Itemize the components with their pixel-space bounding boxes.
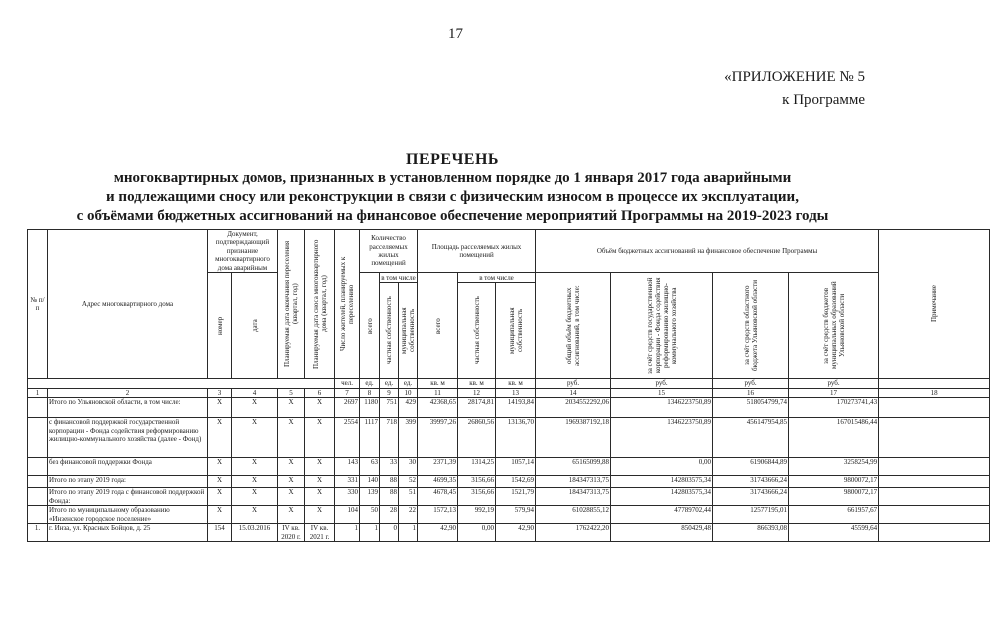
header-planned-demolition-text: Планируемая дата сноса многоквартирного дома (квартал, год) [311, 239, 328, 369]
table-cell: 154 [208, 524, 232, 542]
units-row [28, 379, 990, 389]
table-cell: 3156,66 [458, 476, 496, 488]
table-cell: 0 [380, 524, 399, 542]
table-cell: 992,19 [458, 506, 496, 524]
header-count-including: в том числе [381, 273, 416, 282]
table-cell: 140 [360, 476, 380, 488]
table-cell: 45599,64 [789, 524, 879, 542]
column-number-row [28, 389, 990, 398]
table-cell: 42,90 [496, 524, 536, 542]
table-cell: 65165099,88 [536, 458, 611, 476]
table-cell: X [278, 398, 305, 418]
table-row [28, 524, 990, 542]
table-cell [28, 458, 48, 476]
header-doc-number [208, 273, 232, 379]
table-cell: 184347313,75 [536, 476, 611, 488]
unit-cell: ед. [380, 379, 399, 389]
column-number: 5 [278, 389, 305, 398]
unit-cell: чел. [335, 379, 360, 389]
table-cell: X [232, 476, 278, 488]
table-row [28, 476, 990, 488]
header-area-total [418, 273, 458, 379]
table-cell: X [305, 398, 335, 418]
table-cell [879, 398, 990, 418]
column-number: 3 [208, 389, 232, 398]
table-cell: Итого по муниципальному образованию «Инзенское городское поселение» [48, 506, 208, 524]
column-number: 9 [380, 389, 399, 398]
header-planned-end-text: Планируемая дата окончания переселения (квартал, год) [283, 240, 300, 368]
unit-cell: кв. м [496, 379, 536, 389]
table-cell: X [232, 488, 278, 506]
column-number: 6 [305, 389, 335, 398]
table-cell: 1180 [360, 398, 380, 418]
table-cell: 88 [380, 476, 399, 488]
table-cell: X [208, 488, 232, 506]
header-count-private-text: частная собственность [385, 296, 394, 365]
table-body [28, 398, 990, 542]
table-cell: 63 [360, 458, 380, 476]
table-cell: 30 [399, 458, 418, 476]
unit-cell: руб. [611, 379, 713, 389]
table-cell: 167015486,44 [789, 418, 879, 458]
table-row [28, 488, 990, 506]
header-doc-date-text: дата [250, 319, 259, 332]
appendix-line-2: к Программе [782, 92, 865, 108]
header-doc-date [232, 273, 278, 379]
table-cell: X [232, 506, 278, 524]
table-cell: X [278, 506, 305, 524]
table-cell: 1314,25 [458, 458, 496, 476]
table-cell: 31743666,24 [713, 476, 789, 488]
table-cell: 51 [399, 488, 418, 506]
header-area-private-text: частная собственность [472, 296, 481, 365]
table-cell: Итого по этапу 2019 года: [48, 476, 208, 488]
table-cell: X [208, 506, 232, 524]
table-cell [28, 506, 48, 524]
table-cell: 52 [399, 476, 418, 488]
table-cell: 661957,67 [789, 506, 879, 524]
header-budget-fund [611, 273, 713, 379]
header-budget-total-text: общий объём бюджетных ассигнований, в том числе: [565, 285, 582, 366]
header-document: Документ, подтверждающий признание многоквартирного дома аварийным [208, 230, 278, 273]
title-line-4: с объёмами бюджетных ассигнований на финансовое обеспечение мероприятий Программы на 2019-2023 годы [76, 208, 829, 224]
table-cell: 2697 [335, 398, 360, 418]
header-count-municipal [399, 283, 418, 379]
table-cell: 31743666,24 [713, 488, 789, 506]
column-number: 15 [611, 389, 713, 398]
table-cell: X [305, 418, 335, 458]
table-cell: X [208, 418, 232, 458]
table-cell: 1. [28, 524, 48, 542]
table-cell [28, 418, 48, 458]
table-cell: 26860,56 [458, 418, 496, 458]
column-number: 17 [789, 389, 879, 398]
table-cell: 143 [335, 458, 360, 476]
table-cell: 330 [335, 488, 360, 506]
table-cell [879, 524, 990, 542]
table-cell: 1521,79 [496, 488, 536, 506]
table-cell: 14193,84 [496, 398, 536, 418]
table-cell: 170273741,43 [789, 398, 879, 418]
table-cell: X [232, 458, 278, 476]
table-cell: 0,00 [611, 458, 713, 476]
column-number: 11 [418, 389, 458, 398]
header-planned-end [278, 230, 305, 379]
units-spacer [28, 379, 335, 389]
page-number: 17 [448, 26, 463, 42]
table-cell: X [232, 418, 278, 458]
table-cell: 429 [399, 398, 418, 418]
table-cell: X [208, 476, 232, 488]
column-number: 7 [335, 389, 360, 398]
header-doc-number-text: номер [215, 316, 224, 335]
table-cell: 61028855,12 [536, 506, 611, 524]
table-row [28, 398, 990, 418]
header-residents [335, 230, 360, 379]
table-cell: 2034552292,06 [536, 398, 611, 418]
column-number: 10 [399, 389, 418, 398]
unit-cell: кв. м [458, 379, 496, 389]
table-cell: X [305, 488, 335, 506]
appendix-line-1: «ПРИЛОЖЕНИЕ № 5 [724, 69, 865, 85]
header-budget-municipal-text: за счёт средств бюджетов муниципальных образований Ульяновской области [821, 281, 846, 370]
column-number: 1 [28, 389, 48, 398]
table-cell: с финансовой поддержкой государственной корпорации - Фонда содействия реформированию жилищно-коммунального хозяйства (далее - Фонд) [48, 418, 208, 458]
header-note [879, 230, 990, 379]
table-cell: 1346223750,89 [611, 418, 713, 458]
table-cell: 1057,14 [496, 458, 536, 476]
unit-cell: ед. [399, 379, 418, 389]
column-number: 13 [496, 389, 536, 398]
table-cell [879, 476, 990, 488]
table-cell: 39997,26 [418, 418, 458, 458]
column-number: 4 [232, 389, 278, 398]
table-cell: Итого по Ульяновской области, в том числе: [48, 398, 208, 418]
table-cell: 3156,66 [458, 488, 496, 506]
document-title [0, 150, 905, 226]
table-cell: IV кв. 2021 г. [305, 524, 335, 542]
table-cell: X [278, 418, 305, 458]
header-area-including: в том числе [458, 273, 536, 283]
table-cell: 1 [360, 524, 380, 542]
column-number: 8 [360, 389, 380, 398]
table-cell: 3258254,99 [789, 458, 879, 476]
header-note-text: Примечание [930, 285, 939, 323]
header-budget-region-text: за счёт средств областного бюджета Ульяновской области [742, 280, 759, 372]
header-address: Адрес многоквартирного дома [48, 230, 208, 379]
title-line-3: и подлежащими сносу или реконструкции в связи с физическим износом в процессе их эксплуатации, [106, 189, 799, 205]
table-cell: 4678,45 [418, 488, 458, 506]
table-cell: 12577195,01 [713, 506, 789, 524]
table-cell: X [208, 398, 232, 418]
table-row [28, 458, 990, 476]
column-number: 2 [48, 389, 208, 398]
table-cell: 88 [380, 488, 399, 506]
table-cell: 13136,70 [496, 418, 536, 458]
table-cell: 0,00 [458, 524, 496, 542]
unit-cell: ед. [360, 379, 380, 389]
table-cell: 850429,48 [611, 524, 713, 542]
table-cell [28, 476, 48, 488]
table-cell: 28 [380, 506, 399, 524]
table-cell: без финансовой поддержки Фонда [48, 458, 208, 476]
table-cell [879, 458, 990, 476]
table-cell: 4699,35 [418, 476, 458, 488]
table-cell: X [278, 476, 305, 488]
table-cell: г. Инза, ул. Красных Бойцов, д. 25 [48, 524, 208, 542]
column-number: 12 [458, 389, 496, 398]
table-cell [879, 418, 990, 458]
table-cell: 9800072,17 [789, 476, 879, 488]
table-cell: 2554 [335, 418, 360, 458]
table-cell: X [305, 506, 335, 524]
table-cell [28, 488, 48, 506]
table-cell: 61906844,89 [713, 458, 789, 476]
table-cell: 2371,39 [418, 458, 458, 476]
unit-cell: руб. [536, 379, 611, 389]
table-row [28, 506, 990, 524]
table-row [28, 418, 990, 458]
table-cell: 518054799,74 [713, 398, 789, 418]
table-cell: 1542,69 [496, 476, 536, 488]
header-count-private [380, 283, 399, 379]
header-area-total-text: всего [433, 317, 442, 334]
table-cell: 1572,13 [418, 506, 458, 524]
header-area-group: Площадь расселяемых жилых помещений [418, 230, 536, 273]
header-area-municipal-text: муниципальная собственность [507, 307, 524, 355]
table-cell: 399 [399, 418, 418, 458]
table-cell: 1762422,20 [536, 524, 611, 542]
table-cell: 184347313,75 [536, 488, 611, 506]
table-cell: 33 [380, 458, 399, 476]
table-cell: 104 [335, 506, 360, 524]
header-budget-fund-text: за счёт средств государственной корпорации - Фонда содействия реформированию жилищно-коммунального хозяйства [645, 277, 678, 374]
table-cell: 456147954,85 [713, 418, 789, 458]
housing-table [27, 229, 990, 542]
column-number: 16 [713, 389, 789, 398]
header-count-total-text: всего [365, 317, 374, 334]
table-cell: 1 [335, 524, 360, 542]
table-cell: 331 [335, 476, 360, 488]
table-cell: 1 [399, 524, 418, 542]
table-cell: 42368,65 [418, 398, 458, 418]
table-cell: Итого по этапу 2019 года с финансовой поддержкой Фонда: [48, 488, 208, 506]
table-cell: 22 [399, 506, 418, 524]
table-cell: 866393,08 [713, 524, 789, 542]
header-budget-region [713, 273, 789, 379]
table-cell: X [305, 476, 335, 488]
header-count-municipal-text: муниципальная собственность [400, 307, 417, 355]
unit-cell: руб. [789, 379, 879, 389]
table-cell: 142803575,34 [611, 488, 713, 506]
table-cell: 1117 [360, 418, 380, 458]
header-count-group: Количество расселяемых жилых помещений [360, 230, 418, 273]
table-cell: 28174,81 [458, 398, 496, 418]
table-cell [879, 488, 990, 506]
table-cell: X [278, 458, 305, 476]
table-cell: 15.03.2016 [232, 524, 278, 542]
header-budget-group: Объём бюджетных ассигнований на финансовое обеспечение Программы [536, 230, 879, 273]
table-cell [28, 398, 48, 418]
table-cell: IV кв. 2020 г. [278, 524, 305, 542]
table-cell: 142803575,34 [611, 476, 713, 488]
table-cell: 1969387192,18 [536, 418, 611, 458]
header-num: № п/п [28, 230, 48, 379]
table-cell: 751 [380, 398, 399, 418]
column-number: 14 [536, 389, 611, 398]
table-cell: 579,94 [496, 506, 536, 524]
table-cell: 718 [380, 418, 399, 458]
header-residents-text: Число жителей, планируемых к переселению [339, 256, 356, 352]
table-cell [879, 506, 990, 524]
table-cell: X [278, 488, 305, 506]
header-budget-municipal [789, 273, 879, 379]
title-line-1: ПЕРЕЧЕНЬ [406, 151, 499, 168]
column-number: 18 [879, 389, 990, 398]
table-cell: 1346223750,89 [611, 398, 713, 418]
unit-cell: кв. м [418, 379, 458, 389]
header-area-municipal [496, 283, 536, 379]
table-cell: X [305, 458, 335, 476]
header-budget-total [536, 273, 611, 379]
table-cell: 139 [360, 488, 380, 506]
header-planned-demolition [305, 230, 335, 379]
unit-cell: руб. [713, 379, 789, 389]
table-cell: X [208, 458, 232, 476]
table-cell: 50 [360, 506, 380, 524]
appendix-reference [724, 66, 865, 112]
table-cell: X [232, 398, 278, 418]
table-cell: 42,90 [418, 524, 458, 542]
header-area-private [458, 283, 496, 379]
title-line-2: многоквартирных домов, признанных в установленном порядке до 1 января 2017 года аварийными [113, 170, 792, 186]
unit-spacer [879, 379, 990, 389]
header-count-total [360, 273, 380, 379]
table-cell: 9800072,17 [789, 488, 879, 506]
table-cell: 47789702,44 [611, 506, 713, 524]
